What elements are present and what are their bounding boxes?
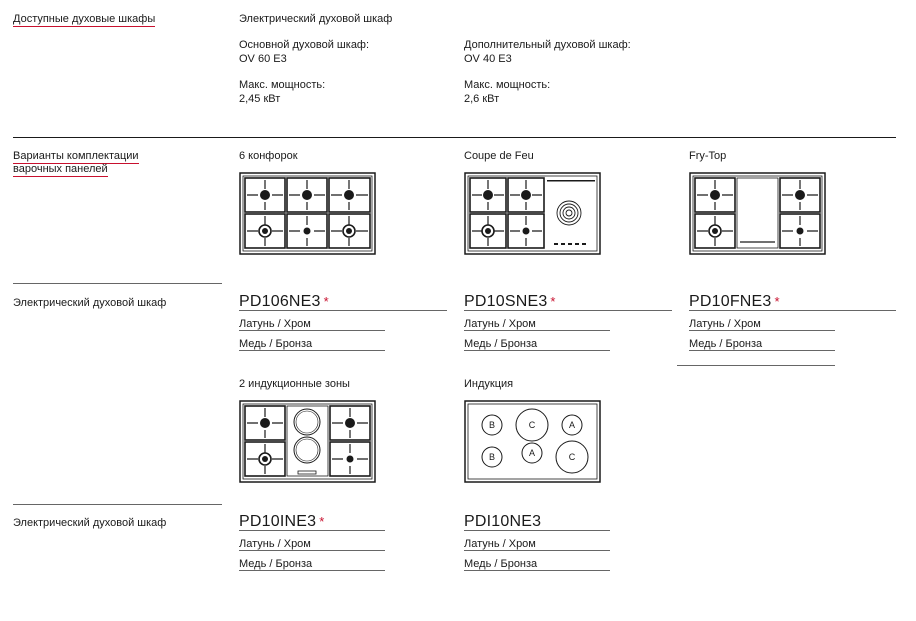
main-oven-power-label: Макс. мощность: [239, 79, 326, 91]
finish-underline [689, 350, 835, 351]
asterisk: * [550, 294, 556, 309]
finish-option[interactable]: Медь / Бронза [239, 338, 313, 350]
finish-option[interactable]: Латунь / Хром [239, 318, 311, 330]
option-title-6-burners: 6 конфорок [239, 150, 298, 162]
section-label-hobs [13, 150, 139, 176]
model-underline [464, 530, 610, 531]
zone-label-b: B [488, 420, 495, 430]
finish-option[interactable]: Латунь / Хром [689, 318, 761, 330]
row2-divider [13, 504, 222, 505]
finish-option[interactable]: Латунь / Хром [464, 538, 536, 550]
option-title-fry-top: Fry-Top [689, 150, 727, 162]
finish-option[interactable]: Медь / Бронза [464, 338, 538, 350]
finish-option[interactable]: Медь / Бронза [689, 338, 763, 350]
model-underline [239, 530, 385, 531]
zone-label-a: A [568, 420, 575, 430]
main-oven-model: OV 60 E3 [239, 53, 287, 65]
model-code: PD10SNE3 [464, 293, 548, 310]
asterisk: * [323, 294, 329, 309]
oven-type: Электрический духовой шкаф [239, 13, 393, 25]
finish-underline [464, 570, 610, 571]
zone-label-b: B [488, 452, 495, 462]
zone-label-c: C [528, 420, 536, 430]
model-code: PDI10NE3 [464, 513, 542, 530]
asterisk: * [774, 294, 780, 309]
finish-underline [464, 550, 610, 551]
main-oven-label: Основной духовой шкаф: [239, 39, 370, 51]
model-pd106ne3 [239, 292, 329, 311]
main-oven-power: 2,45 кВт [239, 93, 281, 105]
model-code: PD106NE3 [239, 293, 321, 310]
finish-underline [239, 550, 385, 551]
finish-underline [689, 330, 835, 331]
finish-underline [239, 330, 385, 331]
hobs-label-line2: варочных панелей [13, 163, 108, 175]
extra-oven-power-label: Макс. мощность: [464, 79, 551, 91]
hob-2-induction-diagram [239, 400, 376, 483]
finish-underline [239, 350, 385, 351]
finish-option[interactable]: Латунь / Хром [239, 538, 311, 550]
fry-top-end-line [677, 365, 835, 366]
section-divider [13, 137, 896, 138]
finish-underline [464, 350, 610, 351]
finish-option[interactable]: Медь / Бронза [239, 558, 313, 570]
extra-oven-label: Дополнительный духовой шкаф: [464, 39, 631, 51]
hob-6-burners-diagram [239, 172, 376, 255]
model-underline [689, 310, 896, 311]
model-underline [464, 310, 672, 311]
section-label-ovens [13, 13, 155, 26]
hob-induction-diagram [464, 400, 601, 483]
model-code: PD10FNE3 [689, 293, 772, 310]
asterisk: * [319, 514, 325, 529]
extra-oven-power: 2,6 кВт [464, 93, 500, 105]
row2-oven-label: Электрический духовой шкаф [13, 517, 167, 529]
option-title-coupe-de-feu: Coupe de Feu [464, 150, 534, 162]
hob-fry-top-diagram [689, 172, 826, 255]
model-pd10fne3 [689, 292, 780, 311]
finish-option[interactable]: Латунь / Хром [464, 318, 536, 330]
model-pd10ine3 [239, 512, 324, 531]
model-underline [239, 310, 447, 311]
finish-underline [239, 570, 385, 571]
extra-oven-model: OV 40 E3 [464, 53, 512, 65]
row1-divider [13, 283, 222, 284]
model-pd10sne3 [464, 292, 556, 311]
model-pdi10ne3 [464, 512, 541, 531]
hob-coupe-de-feu-diagram [464, 172, 601, 255]
hobs-label-line1: Варианты комплектации [13, 150, 139, 162]
zone-label-c: C [568, 452, 576, 462]
zone-label-a: A [528, 448, 535, 458]
option-title-2-induction: 2 индукционные зоны [239, 378, 350, 390]
ovens-label: Доступные духовые шкафы [13, 13, 156, 25]
model-code: PD10INE3 [239, 513, 317, 530]
row1-oven-label: Электрический духовой шкаф [13, 297, 167, 309]
option-title-induction: Индукция [464, 378, 514, 390]
finish-option[interactable]: Медь / Бронза [464, 558, 538, 570]
finish-underline [464, 330, 610, 331]
